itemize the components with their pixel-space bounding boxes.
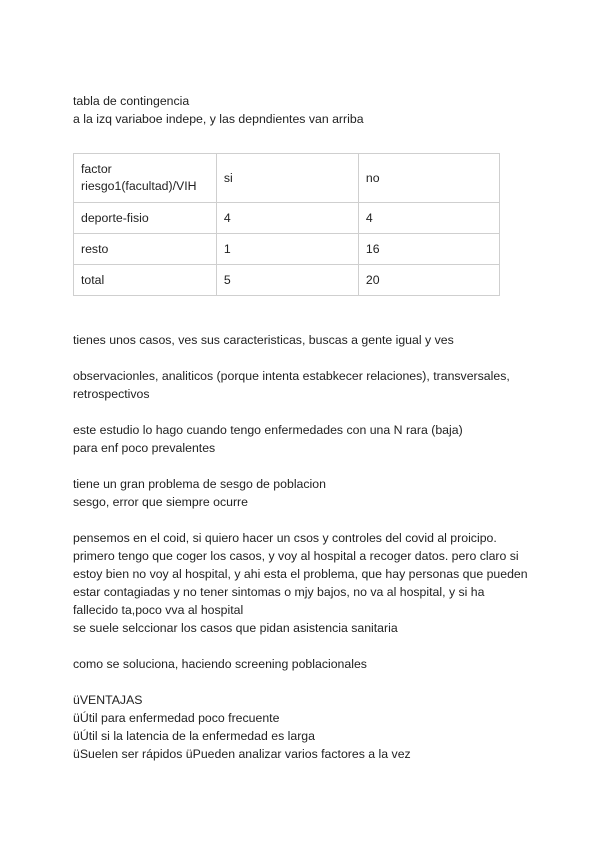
notes-body <box>73 331 543 763</box>
paragraph: retrospectivos <box>73 387 150 401</box>
paragraph: se suele selccionar los casos que pidan asistencia sanitaria <box>73 621 398 635</box>
table-cell: 5 <box>216 265 358 296</box>
table-cell: 4 <box>216 203 358 234</box>
paragraph: primero tengo que coger los casos, y voy al hospital a recoger datos. pero claro si <box>73 549 519 563</box>
advantage-item: üSuelen ser rápidos üPueden analizar varios factores a la vez <box>73 747 411 761</box>
paragraph: para enf poco prevalentes <box>73 441 216 455</box>
table-cell: total <box>74 265 217 296</box>
header-cell-factor: factor riesgo1(facultad)/VIH <box>74 154 217 203</box>
paragraph: observacionles, analiticos (porque intenta estabkecer relaciones), transversales, <box>73 369 510 383</box>
paragraph: sesgo, error que siempre ocurre <box>73 495 248 509</box>
intro-subtitle: a la izq variaboe indepe, y las depndientes van arriba <box>73 112 364 126</box>
intro-title: tabla de contingencia <box>73 94 190 108</box>
table-cell: resto <box>74 234 217 265</box>
advantage-item: üÚtil para enfermedad poco frecuente <box>73 711 280 725</box>
advantage-item: üÚtil si la latencia de la enfermedad es larga <box>73 729 315 743</box>
header-cell-si: si <box>216 154 358 203</box>
table-cell: 4 <box>358 203 499 234</box>
table-row <box>74 203 500 234</box>
table-header-row <box>74 154 500 203</box>
header-cell-no: no <box>358 154 499 203</box>
paragraph: fallecido ta,poco vva al hospital <box>73 603 244 617</box>
paragraph: como se soluciona, haciendo screening poblacionales <box>73 657 367 671</box>
paragraph: tiene un gran problema de sesgo de poblacion <box>73 477 326 491</box>
paragraph: tienes unos casos, ves sus caracteristicas, buscas a gente igual y ves <box>73 333 454 347</box>
table-cell: deporte-fisio <box>74 203 217 234</box>
intro-block <box>73 92 543 128</box>
contingency-table <box>73 153 500 296</box>
paragraph: estar contagiadas y no tener sintomas o mjy bajos, no va al hospital, y si ha <box>73 585 485 599</box>
paragraph: pensemos en el coid, si quiero hacer un csos y controles del covid al proicipo. <box>73 531 497 545</box>
advantages-title: üVENTAJAS <box>73 693 143 707</box>
table-cell: 20 <box>358 265 499 296</box>
table-cell: 16 <box>358 234 499 265</box>
table-row <box>74 234 500 265</box>
paragraph: este estudio lo hago cuando tengo enfermedades con una N rara (baja) <box>73 423 463 437</box>
paragraph: estoy bien no voy al hospital, y ahi esta el problema, que hay personas que pueden <box>73 567 528 581</box>
table-cell: 1 <box>216 234 358 265</box>
table-row <box>74 265 500 296</box>
